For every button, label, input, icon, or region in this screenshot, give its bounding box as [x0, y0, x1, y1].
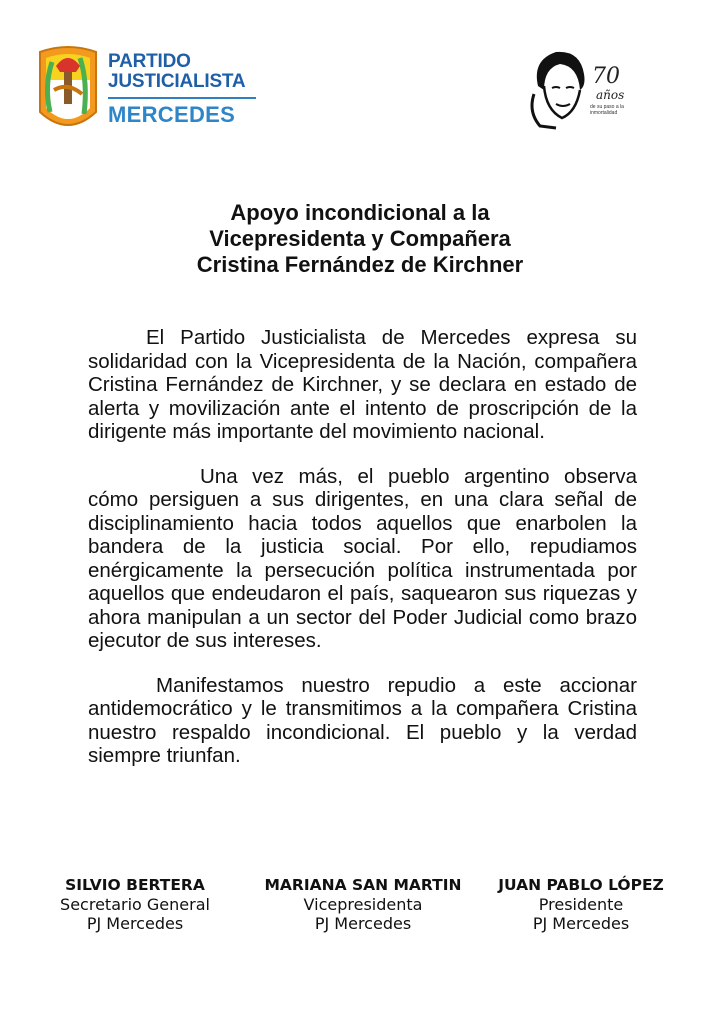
signature-role: Secretario General [60, 895, 210, 914]
pj-logo-line-justicialista: JUSTICIALISTA [108, 71, 246, 92]
paragraph-2: Una vez más, el pueblo argentino observa cómo persiguen a sus dirigentes, en una clara señal de disciplinamiento hacia todos aquellos que enarbolen la bandera de la justicia social. Por ello, repudiamos enérgicamente la persecución política instrumentada por aquellos que endeudaron el país, saquearon sus riquezas y ahora manipulan a un sector del Poder Judicial como brazo ejecutor de sus intereses. [88, 464, 637, 652]
evita-logo-word: años [596, 88, 625, 102]
evita-logo-small-text: de su paso a la inmortalidad [590, 104, 624, 116]
title-line-3: Cristina Fernández de Kirchner [196, 252, 524, 277]
paragraph-1: El Partido Justicialista de Mercedes expresa su solidaridad con la Vicepresidenta de la Nación, compañera Cristina Fernández de Kirchner, y se declara en estado de alerta y movilización ante el intento de proscripción de la dirigente más importante del movimiento nacional. [88, 326, 637, 443]
pj-shield-icon [34, 42, 102, 138]
signature-president [488, 876, 674, 933]
title-line-1: Apoyo incondicional a la [230, 200, 490, 225]
pj-mercedes-logo [28, 36, 260, 148]
statement-body [88, 326, 637, 789]
title-line-2: Vicepresidenta y Compañera [209, 226, 511, 251]
signature-role: Presidente [538, 895, 624, 914]
evita-logo-number: 70 [592, 64, 620, 89]
pj-logo-line-partido: PARTIDO [108, 51, 191, 72]
signature-org: PJ Mercedes [314, 914, 412, 933]
signature-name: MARIANA SAN MARTIN [264, 876, 462, 894]
paragraph-3: Manifestamos nuestro repudio a este accionar antidemocrático y le transmitimos a la compañera Cristina nuestro respaldo incondicional. El pueblo y la verdad siempre triunfan. [88, 673, 637, 767]
signature-name: SILVIO BERTERA [65, 876, 205, 894]
pj-logo-line-mercedes: MERCEDES [108, 102, 236, 127]
signature-secretary-general [40, 876, 230, 933]
pj-logo-divider [108, 97, 256, 99]
signature-org: PJ Mercedes [532, 914, 630, 933]
document-title [100, 200, 620, 278]
evita-portrait-icon [526, 46, 592, 130]
signature-role: Vicepresidenta [303, 895, 423, 914]
evita-70-logo [526, 46, 636, 130]
signature-org: PJ Mercedes [86, 914, 184, 933]
signatures [40, 876, 700, 936]
signature-name: JUAN PABLO LÓPEZ [498, 876, 664, 894]
signature-vice-president [258, 876, 468, 933]
